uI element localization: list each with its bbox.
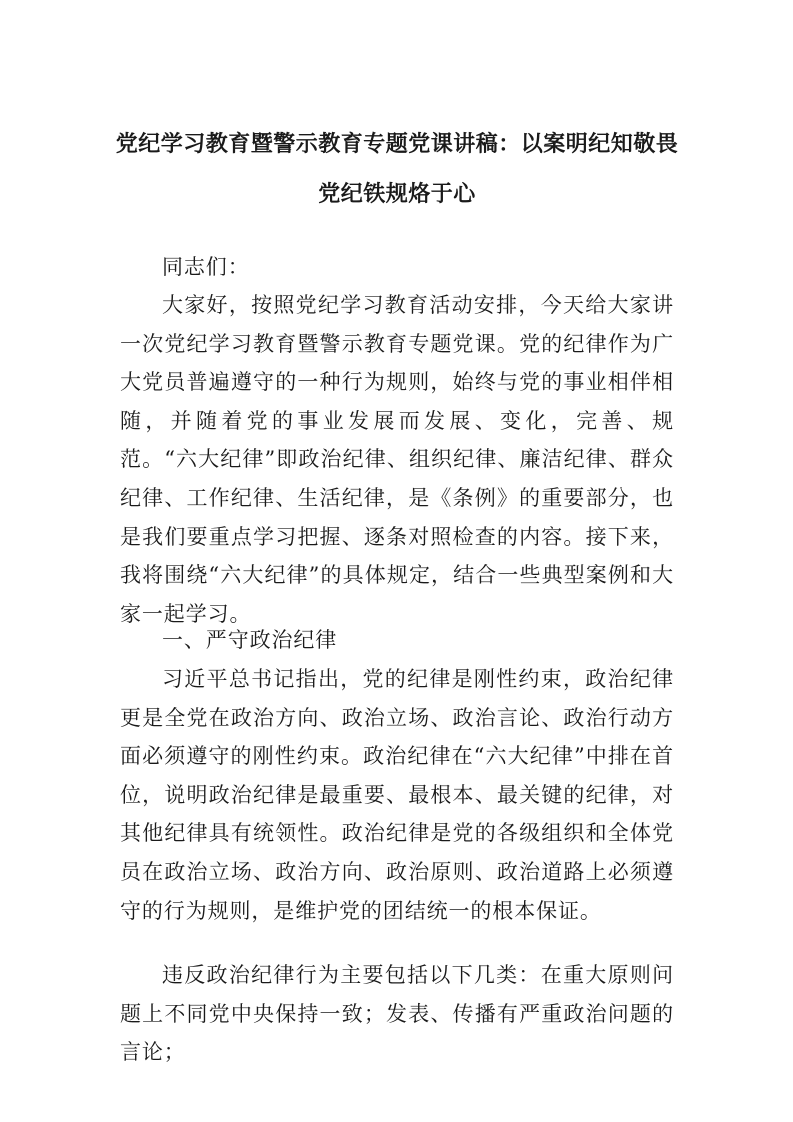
paragraph-political-discipline: 习近平总书记指出，党的纪律是刚性约束，政治纪律更是全党在政治方向、政治立场、政治言论、政治行动方面必须遵守的刚性约束。政治纪律在“六大纪律”中排在首位，说明政治纪律是最重要、最根本、最关键的纪律，对其他纪律具有统领性。政治纪律是党的各级组织和全体党员在政治立场、政治方向、政治原则、政治道路上必须遵守的行为规则，是维护党的团结统一的根本保证。 — [120, 667, 674, 923]
greeting: 同志们： — [162, 255, 250, 279]
document-title-line-1: 党纪学习教育暨警示教育专题党课讲稿：以案明纪知敬畏 — [115, 131, 679, 157]
paragraph-intro: 大家好，按照党纪学习教育活动安排，今天给大家讲一次党纪学习教育暨警示教育专题党课。党的纪律作为广大党员普遍遵守的一种行为规则，始终与党的事业相伴相随，并随着党的事业发展而发展、变化，完善、规范。“六大纪律”即政治纪律、组织纪律、廉洁纪律、群众纪律、工作纪律、生活纪律，是《条例》的重要部分，也是我们要重点学习把握、逐条对照检查的内容。接下来，我将围绕“六大纪律”的具体规定，结合一些典型案例和大家一起学习。 — [120, 293, 674, 626]
section-heading-political-discipline: 一、严守政治纪律 — [162, 628, 338, 652]
paragraph-violations: 违反政治纪律行为主要包括以下几类：在重大原则问题上不同党中央保持一致；发表、传播有严重政治问题的言论； — [120, 963, 674, 1065]
document-title-line-2: 党纪铁规烙于心 — [318, 181, 476, 207]
